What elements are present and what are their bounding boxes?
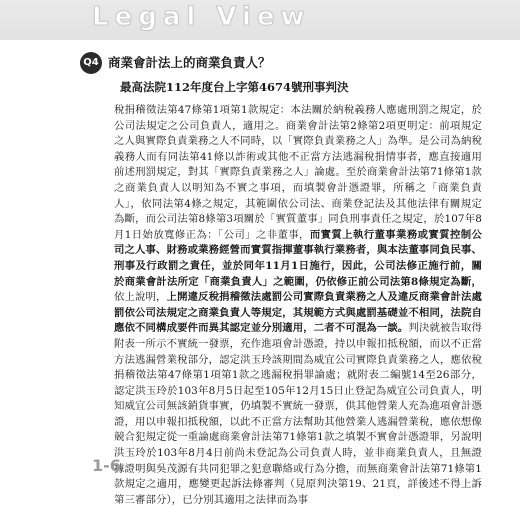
paragraph-text-2: 依上說明，	[114, 291, 167, 304]
header-title: Legal View	[92, 2, 311, 32]
page-number: 1-6	[92, 456, 121, 475]
paragraph-text-3: 判決就被告取得附表一所示不實統一發票，充作進項會計憑證，持以申報扣抵稅額，而以不正當方法逃漏營業稅部分，認定洪玉玲該期間為威宜公司實際負責業務之人，應依稅捐稽徵法第47條第1項第1款之逃漏稅捐罪論處；就附表二編號14至26部分，認定洪玉玲於103年8月5日起至105年12月15日止登記為威宜公司負責人，明知威宜公司無該銷貨事實，仍填製不實統一發票，供其他營業人充為進項會計憑證，用以申報扣抵稅額，以此不正當方法幫助其他營業人逃漏營業稅，應依想像競合犯規定從一重論處商業會計法第71條第1款之填製不實會計憑證罪，另說明洪玉玲於103年8月4日前尚未登記為公司負責人時，並非商業負責人，且無證據證明與吳茂源有共同犯罪之犯意聯絡或行為分擔，而無商業會計法第71條第1款規定之適用，應變更起訴法條審判（見原判決第19、21頁，詳後述不得上訴第三審部分），已分別其適用之法律而為事	[114, 322, 483, 506]
question-title: 商業會計法上的商業負責人？	[108, 55, 271, 70]
body-paragraph	[114, 103, 482, 508]
question-badge: Q4	[80, 52, 102, 74]
paragraph-bold-2: 上開違反稅捐稽徵法處罰公司實際負責業務之人及違反商業會計法處罰依公司法規定之商業負責人等規定，其規範方式與處罰基礎並不相同，法院自應依不同構成要件而異其認定並分別適用，二者不可混為一談。	[114, 291, 482, 335]
paragraph-bold-1: 而實質上執行董事業務或實質控制公司之人事、財務或業務經營而實質指揮董事執行業務者，與本法董事同負民事、刑事及行政罰之責任，並於同年11月1日施行，因此，公司法修正施行前，關於商業會計法所定「商業負責人」之範圍，仍依修正前公司法第8條規定為斷，	[114, 228, 482, 288]
paragraph-text-1: 稅捐稽徵法第47條第1項第1款規定：本法關於納稅義務人應處刑罰之規定，於公司法規定之公司負責人，適用之。商業會計法第2條第2項更明定：前項規定之人與實際負責業務之人不同時，以「實際負責業務之人」為準。是公司為納稅義務人而有同法第41條以詐術或其他不正當方法逃漏稅捐情事者，應直接適用前述刑罰規定，對其「實際負責業務之人」論處。至於商業會計法第71條第1款之商業負責人以明知為不實之事項，而填製會計憑證罪，所稱之「商業負責人」，依同法第4條之規定，其範圍依公司法、商業登記法及其他法律有關規定為斷，而公司法第8條第3項關於「實質董事」同負刑事責任之規定，於107年8月1日始放寬修正為：「公司」之非董事，	[114, 104, 482, 241]
case-title: 最高法院112年度台上字第4674號刑事判決	[120, 80, 349, 94]
